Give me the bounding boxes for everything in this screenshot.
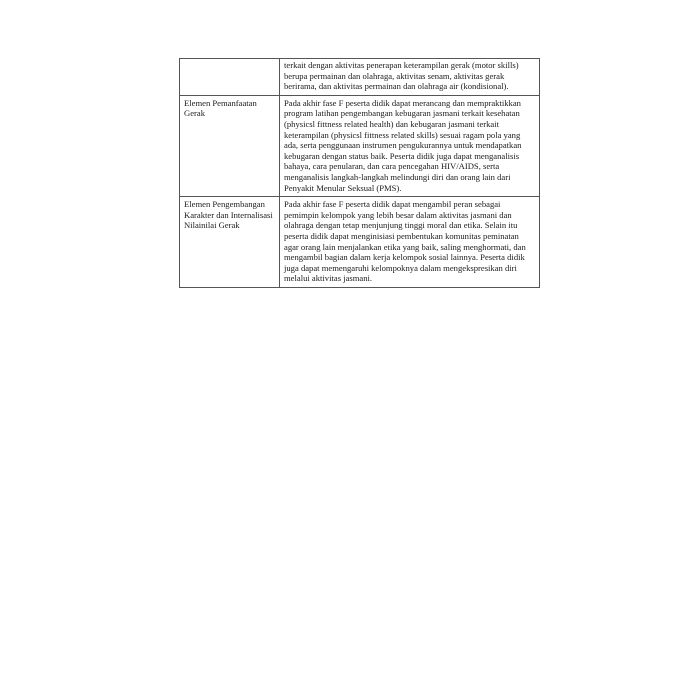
table-row <box>180 197 540 288</box>
document-table <box>179 58 540 288</box>
table-row <box>180 59 540 96</box>
element-cell <box>180 59 280 96</box>
description-cell <box>280 95 540 196</box>
description-cell <box>280 197 540 288</box>
element-cell <box>180 197 280 288</box>
element-label: Elemen Pemanfaatan Gerak <box>184 97 257 119</box>
element-label: Elemen Pengembangan Karakter dan Internalisasi Nilainilai Gerak <box>184 199 273 231</box>
description-text: Pada akhir fase F peserta didik dapat mengambil peran sebagai pemimpin kelompok yang lebih besar dalam aktivitas jasmani dan olahraga dengan tetap menjunjung tinggi moral dan etika. Selain itu peserta didik dapat menginisiasi pembentukan komunitas peminatan agar orang lain menjalankan etika yang baik, saling menghormati, dan mengambil bagian dalam kerja kelompok sosial lainnya. Peserta didik juga dapat memengaruhi kelompoknya dalam mengekspresikan diri melalui aktivitas jasmani. <box>284 199 526 284</box>
description-cell <box>280 59 540 96</box>
description-text: terkait dengan aktivitas penerapan keterampilan gerak (motor skills) berupa permainan dan olahraga, aktivitas senam, aktivitas gerak berirama, dan aktivitas permainan dan olahraga air (kondisional). <box>284 60 519 92</box>
description-text: Pada akhir fase F peserta didik dapat merancang dan mempraktikkan program latihan pengembangan kebugaran jasmani terkait kesehatan (physicsl fittness related health) dan kebugaran jasmani terkait keterampilan (physicsl fittness related skills) sesuai ragam pola yang ada, serta penggunaan instrumen pengukurannya untuk mendapatkan kebugaran dengan status baik. Peserta didik juga dapat menganalisis bahaya, cara penularan, dan cara pencegahan HIV/AIDS, serta menganalisis langkah-langkah melindungi diri dan orang lain dari Penyakit Menular Seksual (PMS). <box>284 97 522 193</box>
element-cell <box>180 95 280 196</box>
table-row <box>180 95 540 196</box>
